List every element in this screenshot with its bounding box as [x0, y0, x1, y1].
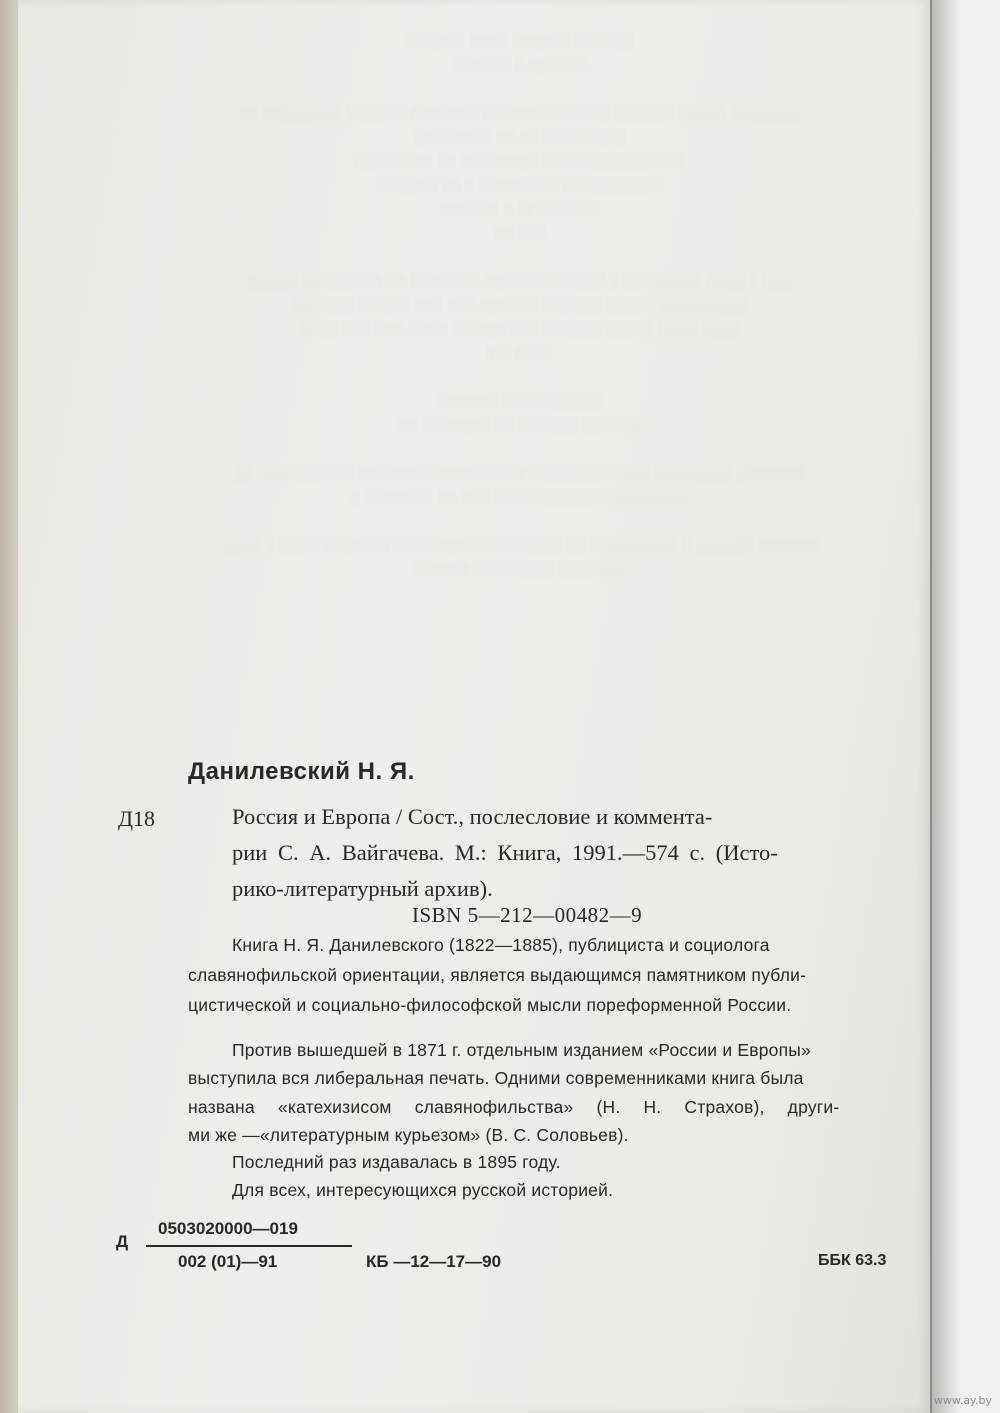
annotation-line: Для всех, интересующихся русской историей.: [232, 1180, 614, 1200]
kb-code: КБ —12—17—90: [366, 1252, 502, 1271]
isbn: ISBN 5—212—00482—9: [412, 903, 643, 927]
annotation-line: Книга Н. Я. Данилевского (1822—1885), публициста и социолога: [232, 935, 770, 955]
annotation-line: выступила вся либеральная печать. Одними современниками книга была: [188, 1068, 804, 1088]
title-line: рии С. А. Вайгачева. М.: Книга, 1991.—574 с. (Исто-: [232, 840, 778, 865]
call-number: Д18: [118, 806, 156, 831]
title-line: Россия и Европа / Сост., послесловие и коммента-: [232, 804, 713, 829]
annotation-line: Последний раз издавалась в 1895 году.: [232, 1152, 561, 1172]
code-denominator: 002 (01)—91: [178, 1252, 278, 1271]
annotation-line: цистической и социально-философской мысли пореформенной России.: [188, 995, 792, 1015]
code-letter: Д: [116, 1232, 129, 1251]
annotation-line: славянофильской ориентации, является выдающимся памятником публи-: [188, 965, 807, 985]
fraction-line: [146, 1245, 352, 1247]
bbk-code: ББК 63.3: [818, 1252, 887, 1269]
code-numerator: 0503020000—019: [158, 1219, 298, 1238]
page-edge-line: [930, 0, 932, 1413]
watermark-credit: www.ay.by: [933, 1394, 992, 1407]
book-edge: [930, 0, 1000, 1413]
author-name: Данилевский Н. Я.: [188, 758, 415, 785]
bleed-through-text: ░░░░░░ ░░░░░░ ░░░░ ░░░░░░ ░░░░░░ ░ ░░░░░░ ░░░░░░░ ░░░░░ ░░░░░░ ░░░░░░░░░░░░░ ░░░░░░░ ░░░░░░ ░░░░░░░░ ░░ ░ ░░░░░░░ ░░ ░░ ░░░░░░░░ ░ ░░░░░░░░░░░░░ ░░░░░░░░ ░░ ░░░░░░░░ ░░░░░░░░░░ ░░░░░░░░ ░ ░░ ░░░░░░ ░░░░░░ ░░ ░ ░░░░░░ ░░░ ░░ ░░░ ░ ░░░░ ░░░░░░░░ ░ ░░░░░ ░░░░░░░ ░░░░░░░ ░░ ░░ ░░░░░░ ░░░░░ ░░░░░░░░░ ░░░░░ ░░░░░░ ░░░░░░ ░░░ ░░░ ░ ░░░░ ░░░ ░░░ ░░░░ ░░░░ ░░░░░ ░░░░░░ ░░░ ░░░ ░░ ░░░░ ░░░ ░░░ ░░░░ ░░░░ ░ ░ ░░░░░░░░░░ ░░░░░░ ░░░░░░ ░░░░░░ ░░ ░░░░░░░ ░░ ░░░░░░░ ░░░░░░░░ ░░░░░░░░░░░░ ░░░░░░░░░░░░░░░░░ ░░░░░░░░░░ ░░ ░░░░░░░░░ ░░░░░░ ░░░░ ░░░ ░░ ░░░░░░░ ░ ░░░░░░ ░░░░░░ ░ ░░░░░░░░░ ░░ ░░░░░░░░░░░░░░░░░ ░░░░░░░ ░░░░ ░ ░░░░ ░░░░░░░ ░░░░░░░░ ░░░░░░: [221, 34, 819, 577]
annotation-line: названа «катехизисом славянофильства» (Н. Н. Страхов), други-: [188, 1097, 840, 1117]
title-line: рико-литературный архив).: [232, 876, 493, 901]
annotation-line: Против вышедшей в 1871 г. отдельным изданием «России и Европы»: [232, 1040, 811, 1060]
annotation-line: ми же —«литературным курьезом» (В. С. Соловьев).: [188, 1125, 629, 1145]
